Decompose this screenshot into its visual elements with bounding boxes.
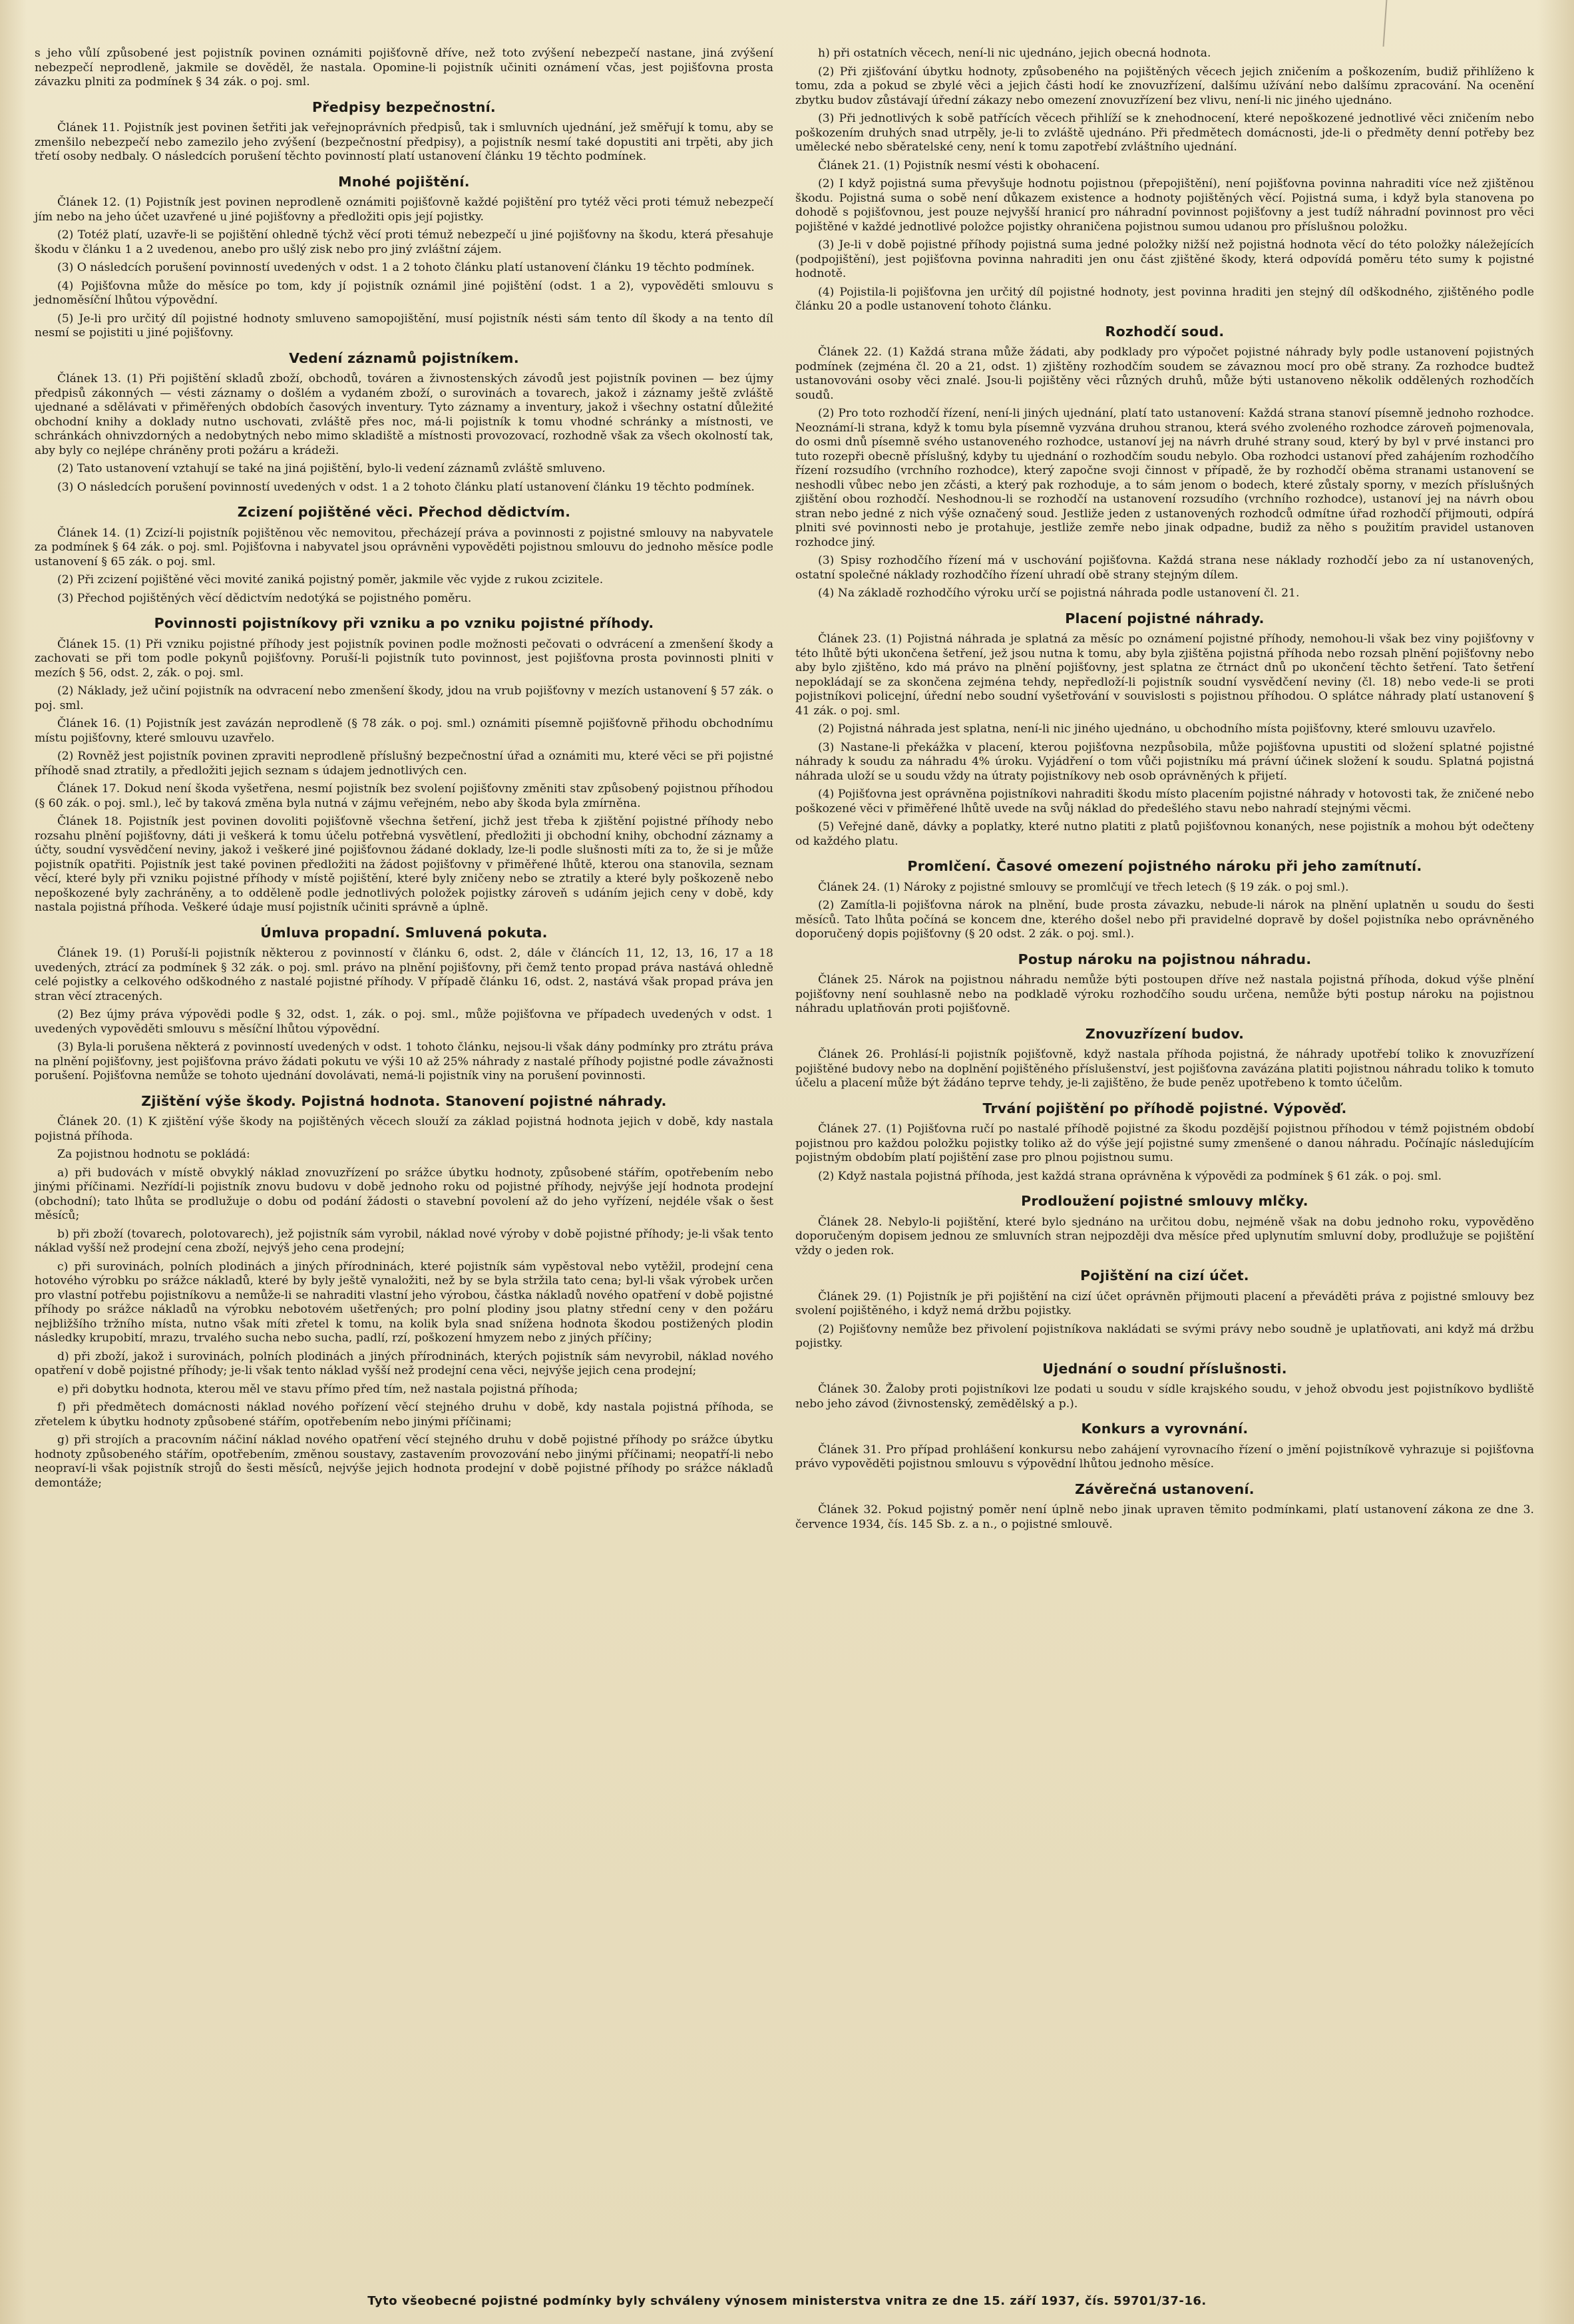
paragraph: (4) Na základě rozhodčího výroku určí se pojistná náhrada podle ustanovení čl. 21. xyxy=(818,586,1300,600)
paragraph: (2) Tato ustanovení vztahují se také na jiná pojištění, bylo-li vedení záznamů zvláště smluveno. xyxy=(57,462,606,475)
paragraph: Článek 28. Nebylo-li pojištění, které bylo sjednáno na určitou dobu, nejméně však na dobu jednoho roku, vypověděno doporučeným dopisem jednou ze smluvních stran nejpozději dva měsíce před uplynutím smluvní doby, prodlužuje se pojištění vždy o jeden rok. xyxy=(795,1215,1534,1258)
paragraph: (2) Bez újmy práva výpovědi podle § 32, odst. 1, zák. o poj. sml., může pojišťovna ve případech uvedených v odst. 1 uvedených vypověděti smlouvu s měsíční lhůtou výpovědní. xyxy=(35,1008,773,1036)
section-heading: Rozhodčí soud. xyxy=(1105,323,1225,340)
paper-edge-shadow-right xyxy=(1537,0,1574,2324)
paragraph: (2) Pojišťovny nemůže bez přivolení pojistníkova nakládati se svými právy nebo soudně je uplatňovati, ani když má držbu pojistky. xyxy=(795,1322,1534,1350)
paragraph: Článek 24. (1) Nároky z pojistné smlouvy se promlčují ve třech letech (§ 19 zák. o poj sml.). xyxy=(818,880,1349,894)
approval-footer: Tyto všeobecné pojistné podmínky byly schváleny výnosem ministerstva vnitra ze dne 15. září 1937, čís. 59701/37-16. xyxy=(367,2294,1207,2308)
section-heading: Pojištění na cizí účet. xyxy=(1080,1268,1249,1283)
paragraph: (2) Při zjišťování úbytku hodnoty, způsobeného na pojištěných věcech jejich zničením a poškozením, budiž přihlíženo k tomu, zda a pokud se zbylé věci a jejich části hodí ke znovuzřízení, dalšímu užívání nebo dalšímu zpracování. Na ocenění zbytku budov zůstávají úřední zákazy nebo omezení znovuzřízení bez vlivu, není-li nic jiného ujednáno. xyxy=(795,65,1534,107)
paragraph: (4) Pojistila-li pojišťovna jen určitý díl pojistné hodnoty, jest povinna hraditi jen stejný díl odškodného, zjištěného podle článku 20 a podle ustanovení tohoto článku. xyxy=(795,285,1534,313)
paragraph: Článek 11. Pojistník jest povinen šetřiti jak veřejnoprávních předpisů, tak i smluvních ujednání, jež směřují k tomu, aby se zmenšilo nebezpečí nebo zamezilo jeho zvýšení (bezpečnostní předpisy), a pojistník nesmí také dopustiti ani trpěti, aby jich třetí osoby nedbaly. O následcích porušení těchto povinností platí ustanovení článku 19 těchto podmínek. xyxy=(35,121,773,163)
section-heading: Prodloužení pojistné smlouvy mlčky. xyxy=(1021,1193,1308,1209)
paragraph: Článek 23. (1) Pojistná náhrada je splatná za měsíc po oznámení pojistné příhody, nemohou-li však bez viny pojišťovny v této lhůtě býti ukončena šetření, jež jsou nutna k tomu, aby byla zjištěna pojistná příhoda nebo rozsah plnění pojišťovny nebo aby bylo zjištěno, kdo má právo na plnění pojišťovny, jest splatna ze čtrnáct dnů po ukončení těchto šetření. Tato šetření nepokládají se za skončena zejména tehdy, nepředloží-li pojistník soudní vysvědčení neviny (čl. 18) nebo vede-li se proti pojistníkovi policejní, úřední nebo soudní vyšetřování v souvislosti s pojistnou příhodou. O splátce náhrady platí ustanovení § 41 zák. o poj. sml. xyxy=(795,632,1534,718)
paragraph: Článek 18. Pojistník jest povinen dovoliti pojišťovně všechna šetření, jichž jest třeba k zjištění pojistné příhody nebo rozsahu plnění pojišťovny, dáti ji veškerá k tomu účelu potřebná vysvětlení, předložiti ji obchodní knihy, obchodní záznamy a účty, soudní vysvědčení neviny, jakož i veškeré jiné pojišťovnou žádané doklady, lze-li podle slušnosti míti za to, že si je může pojistník opatřiti. Pojistník jest také povinen předložiti na žádost pojišťovny v přiměřené lhůtě, kterou ona stanovila, seznam věcí, které byly při vzniku pojistné příhody v místě pojištění, které byly zničeny nebo se ztratily a které byly poškozeně nebo nepoškozené byly zachráněny, a to odděleně podle jednotlivých položek pojistky zároveň s udáním jejich ceny v době, kdy nastala pojistná příhoda. Veškeré údaje musí pojistník učiniti správně a úplně. xyxy=(35,815,773,914)
section-heading: Předpisy bezpečnostní. xyxy=(311,99,496,115)
paragraph: e) při dobytku hodnota, kterou měl ve stavu přímo před tím, než nastala pojistná příhoda; xyxy=(57,1382,578,1396)
paragraph: d) při zboží, jakož i surovinách, polních plodinách a jiných přírodninách, kterých pojistník sám nevyrobil, náklad nového opatření v době pojistné příhody; je-li však tento náklad vyšší než prodejní cena věci, nejvýše jejich cena prodejní; xyxy=(35,1349,773,1377)
section-heading: Zjištění výše škody. Pojistná hodnota. Stanovení pojistné náhrady. xyxy=(141,1092,667,1109)
paragraph: Článek 12. (1) Pojistník jest povinen neprodleně oznámiti pojišťovně každé pojištění pro tytéž věci proti témuž nebezpečí jím nebo na jeho účet uzavřené u jiné pojišťovny a předložiti opis její pojistky. xyxy=(35,196,773,224)
section-heading: Úmluva propadní. Smluvená pokuta. xyxy=(260,924,548,941)
paragraph: Článek 30. Žaloby proti pojistníkovi lze podati u soudu v sídle krajského soudu, v jehož obvodu jest pojistníkovo bydliště nebo jeho závod (živnostenský, zemědělský a p.). xyxy=(795,1383,1534,1411)
paragraph: Článek 29. (1) Pojistník je při pojištění na cizí účet oprávněn přijmouti placení a převáděti práva z pojistné smlouvy bez svolení pojištěného, i když nemá držbu pojistky. xyxy=(795,1289,1534,1317)
paragraph: Článek 13. (1) Při pojištění skladů zboží, obchodů, továren a živnostenských závodů jest pojistník povinen — bez újmy předpisů zákonných — vésti záznamy o došlém a vydaném zboží, o surovinách a tovarech, jakož i záznamy ještě zvláště ujednané a sdělávati v přiměřených obdobích časových inventury. Tyto záznamy a inventury, jakož i všechny ostatní důležité obchodní knihy a doklady nutno uschovati, zvláště přes noc, má-li pojistník k tomu vhodné schránky a místnosti, ve schránkách ohnivzdorných a nedobytných nebo mimo skladiště a místnosti provozovací, rozhodně však za všech okolností tak, aby byly co nejlépe chráněny proti požáru a krádeži. xyxy=(35,372,773,457)
paragraph: Článek 32. Pokud pojistný poměr není úplně nebo jinak upraven těmito podmínkami, platí ustanovení zákona ze dne 3. července 1934, čís. 145 Sb. z. a n., o pojistné smlouvě. xyxy=(795,1503,1534,1531)
section-heading: Ujednání o soudní příslušnosti. xyxy=(1042,1360,1287,1377)
paper-crease-mark xyxy=(1383,0,1408,47)
paragraph: (5) Je-li pro určitý díl pojistné hodnoty smluveno samopojištění, musí pojistník nésti sám tento díl škody a na tento díl nesmí se pojistiti u jiné pojišťovny. xyxy=(35,312,773,340)
section-heading: Placení pojistné náhrady. xyxy=(1065,610,1265,626)
section-heading: Vedení záznamů pojistníkem. xyxy=(289,349,519,366)
section-heading: Zcizení pojištěné věci. Přechod dědictvím. xyxy=(237,504,571,520)
paragraph: (5) Veřejné daně, dávky a poplatky, které nutno platiti z platů pojišťovnou konaných, nese pojistník a mohou být odečteny od každého platu. xyxy=(795,820,1534,848)
paper-edge-shadow-left xyxy=(0,0,27,2324)
right-text-column xyxy=(795,47,1534,1536)
paragraph: a) při budovách v místě obvyklý náklad znovuzřízení po srážce úbytku hodnoty, způsobené stářím, opotřebením nebo jinými příčinami. Nezřídí-li pojistník znovu budovu v době jednoho roku od pojistné příhody, nejvýše její hodnota prodejní (obchodní); tato lhůta se prodlužuje o dobu od podání žádosti o stavební povolení až do jeho vyřízení, nejdéle však o šest měsíců; xyxy=(35,1166,773,1222)
paragraph: (2) Když nastala pojistná příhoda, jest každá strana oprávněna k výpovědi za podmínek § 61 zák. o poj. sml. xyxy=(818,1169,1442,1183)
section-heading: Konkurs a vyrovnání. xyxy=(1081,1421,1249,1437)
paragraph: (3) Nastane-li překážka v placení, kterou pojišťovna nezpůsobila, může pojišťovna upustiti od složení splatné pojistné náhrady k soudu za náhradu 4% úroku. Vyjádření o tom vůči pojistníku má právní účinek složení k soudu. Splatná pojistná náhrada uloží se u soudu vždy na útraty pojistníkovy neb osob oprávněných k přijetí. xyxy=(795,740,1534,783)
paragraph: (3) O následcích porušení povinností uvedených v odst. 1 a 2 tohoto článku platí ustanovení článku 19 těchto podmínek. xyxy=(57,261,755,274)
paragraph: b) při zboží (tovarech, polotovarech), jež pojistník sám vyrobil, náklad nové výroby v době pojistné příhody; je-li však tento náklad vyšší než prodejní cena zboží, nejvýš jeho cena prodejní; xyxy=(35,1227,773,1255)
paragraph: (2) Náklady, jež učiní pojistník na odvracení nebo zmenšení škody, jdou na vrub pojišťovny v mezích ustanovení § 57 zák. o poj. sml. xyxy=(35,684,773,712)
paragraph: Článek 19. (1) Poruší-li pojistník některou z povinností v článku 6, odst. 2, dále v článcích 11, 12, 13, 16, 17 a 18 uvedených, ztrácí za podmínek § 32 zák. o poj. sml. právo na plnění pojišťovny, při čemž tento propad práva nastává ohledně celé pojistky a celkového odškodného z nastalé pojistné příhody. V případě článku 16, odst. 2, nastává však propad práva jen stran věcí ztracených. xyxy=(35,947,773,1003)
paragraph: Článek 22. (1) Každá strana může žádati, aby podklady pro výpočet pojistné náhrady byly podle ustanovení pojistných podmínek (zejména čl. 20 a 21, odst. 1) zjištěny rozhodčím soudem se závaznou mocí pro obě strany. Za rozhodce budtež ustanovováni osoby věci znalé. Jsou-li pojištěny věci různých druhů, může býti ustanoveno několik oddělených rozhodčích soudů. xyxy=(795,346,1534,402)
section-heading: Trvání pojištění po příhodě pojistné. Výpověď. xyxy=(982,1100,1347,1116)
paragraph: (2) Pro toto rozhodčí řízení, není-li jiných ujednání, platí tato ustanovení: Každá strana stanoví písemně jednoho rozhodce. Neoznámí-li strana, když k tomu byla písemně vyzvána druhou stranou, která svého zvoleného rozhodce zároveň pojmenovala, do osmi dnů písemně svého ustanoveného rozhodce, ustanoví jej na návrh druhé strany soud, který by byl v prvé instanci pro tuto rozepři obecně příslušný, kdyby tu ujednání o rozhodčím soudu nebylo. Oba rozhodci ustanoví před zahájením rozhodčího řízení rozsudího (vrchního rozhodce), který započne svoji činnost v případě, že by rozhodčí oběma stranami ustanovení se neshodli vůbec nebo jen zčásti, a který pak rozhoduje, a to sám jenom o bodech, které zůstaly sporny, v mezích příslušných zjištění obou rozhodčí. Neshodnou-li se rozhodčí na ustanovení rozsudího (vrchního rozhodce), ustanoví jej na návrh obou stran nebo jedné z nich výše označený soud. Jestliže jeden z ustanovených rozhodců odmítne úřad rozhodčí přijmouti, odpírá plniti své povinnosti nebo je protahuje, jestliže zemře nebo jinak odpadne, budiž za něho s použitím pravidel ustanoven rozhodce jiný. xyxy=(795,407,1534,549)
paragraph: (3) O následcích porušení povinností uvedených v odst. 1 a 2 tohoto článku platí ustanovení článku 19 těchto podmínek. xyxy=(57,480,755,494)
paragraph: Článek 26. Prohlásí-li pojistník pojišťovně, když nastala příhoda pojistná, že náhrady upotřebí toliko k znovuzřízení pojištěné budovy nebo na doplnění pojištěného příslušenství, jest pojišťovna zavázána platiti pojistnou náhradu toliko k tomuto účelu a placení může být žádáno teprve tehdy, je-li zajištěno, že bude peněz upotřebeno k tomto účelům. xyxy=(795,1048,1534,1090)
paragraph: (2) Pojistná náhrada jest splatna, není-li nic jiného ujednáno, u obchodního místa pojišťovny, které smlouvu uzavřelo. xyxy=(818,722,1496,736)
paragraph: (3) Při jednotlivých k sobě patřících věcech přihlíží se k znehodnocení, které nepoškozené jednotlivé věci zničením nebo poškozením druhých snad utrpěly, je-li to zvláště ujednáno. Při předmětech domácnosti, jde-li o předměty denní potřeby bez umělecké nebo sběratelské ceny, není k tomu zapotřebí zvláštního ujednání. xyxy=(795,112,1534,154)
paragraph: f) při předmětech domácnosti náklad nového pořízení věcí stejného druhu v době, kdy nastala pojistná příhoda, se zřetelem k úbytku hodnoty způsobené stářím, opotřebením nebo jinými příčinami; xyxy=(35,1401,773,1429)
section-heading: Postup nároku na pojistnou náhradu. xyxy=(1018,951,1312,967)
paragraph: (3) Byla-li porušena některá z povinností uvedených v odst. 1 tohoto článku, nejsou-li však dány podmínky pro ztrátu práva na plnění pojišťovny, jest pojišťovna právo žádati pokutu ve výši 10 až 25% náhrady z nastalé příhody pojistné podle závažnosti porušení. Pojišťovna nemůže se tohoto ujednání dovolávati, nemá-li pojistník viny na porušení povinnosti. xyxy=(35,1041,773,1082)
left-text-column xyxy=(35,47,773,1495)
section-heading: Znovuzřízení budov. xyxy=(1085,1025,1245,1042)
paragraph: s jeho vůlí způsobené jest pojistník povinen oznámiti pojišťovně dříve, než toto zvýšení nebezpečí nastane, jiná zvýšení nebezpečí neprodleně, jakmile se dověděl, že nastala. Opomine-li pojistník učiniti oznámení včas, jest pojišťovna prosta závazku plniti za podmínek § 34 zák. o poj. sml. xyxy=(35,47,773,89)
paragraph: (2) Totéž platí, uzavře-li se pojištění ohledně týchž věcí proti témuž nebezpečí u jiné pojišťovny na škodu, která přesahuje škodu v článku 1 a 2 uvedenou, anebo pro ušlý zisk nebo pro jiný zvláštní zájem. xyxy=(35,228,773,256)
paragraph: Článek 15. (1) Při vzniku pojistné příhody jest pojistník povinen podle možnosti pečovati o odvrácení a zmenšení škody a zachovati se při tom podle pokynů pojišťovny. Poruší-li pojistník tuto povinnost, jest pojišťovna prosta povinnosti plniti v mezích § 56, odst. 2, zák. o poj. sml. xyxy=(35,637,773,680)
paragraph: (2) I když pojistná suma převyšuje hodnotu pojistnou (přepojištění), není pojišťovna povinna nahraditi více než zjištěnou škodu. Pojistná suma o sobě není důkazem existence a hodnoty pojištěných věcí. Pojistná suma, i když byla stanovena po dohodě s pojišťovnou, jest pouze nejvyšší hranicí pro náhradní povinnost pojišťovny a jest tudíž náhradní povinnost pro věci pojištěné v každé jednotlivé položce pojistky ohraničena pojistnou sumou udanou pro příslušnou položku. xyxy=(795,177,1534,234)
section-heading: Povinnosti pojistníkovy při vzniku a po vzniku pojistné příhody. xyxy=(154,615,654,631)
paragraph: (2) Rovněž jest pojistník povinen zpraviti neprodleně příslušný bezpečnostní úřad a oznámiti mu, které věci se při pojistné příhodě snad ztratily, a předložiti jejich seznam s údajem jednotlivých cen. xyxy=(35,750,773,778)
paragraph: (4) Pojišťovna může do měsíce po tom, kdy jí pojistník oznámil jiné pojištění (odst. 1 a 2), vypověděti smlouvu s jednoměsíční lhůtou výpovědní. xyxy=(35,279,773,307)
paragraph: (2) Při zcizení pojištěné věci movité zaniká pojistný poměr, jakmile věc vyjde z rukou zcizitele. xyxy=(57,573,604,586)
paragraph: (3) Přechod pojištěných věcí dědictvím nedotýká se pojistného poměru. xyxy=(57,591,472,605)
paragraph: Článek 20. (1) K zjištění výše škody na pojištěných věcech slouží za základ pojistná hodnota jejich v době, kdy nastala pojistná příhoda. xyxy=(35,1115,773,1143)
paragraph: (3) Spisy rozhodčího řízení má v uschování pojišťovna. Každá strana nese náklady rozhodčí jebo za ní ustanovených, ostatní společné náklady rozhodčího řízení uhradí obě strany stejným dílem. xyxy=(795,554,1534,582)
paragraph: Článek 27. (1) Pojišťovna ručí po nastalé příhodě pojistné za škodu pozdější pojistnou příhodou v témž pojistném období pojistnou pro každou položku pojistky toliko až do výše její pojistné sumy zmenšené o danou náhradu. Počínajíc následujícím pojistným obdobím platí pojištění zase pro plnou pojistnou sumu. xyxy=(795,1122,1534,1164)
paragraph: (2) Zamítla-li pojišťovna nárok na plnění, bude prosta závazku, nebude-li nárok na plnění uplatněn u soudu do šesti měsíců. Tato lhůta počíná se koncem dne, kterého došel nebo při pravidelné dopravě by došel pojistníka nebo oprávněného doporučený dopis pojišťovny (§ 20 odst. 2 zák. o poj. sml.). xyxy=(795,899,1534,941)
paragraph: Článek 14. (1) Zcizí-li pojistník pojištěnou věc nemovitou, přecházejí práva a povinnosti z pojistné smlouvy na nabyvatele za podmínek § 64 zák. o poj. sml. Pojišťovna i nabyvatel jsou oprávněni vypověděti pojistnou smlouvu do jednoho měsíce podle ustanovení § 65 zák. o poj. sml. xyxy=(35,526,773,569)
section-heading: Mnohé pojištění. xyxy=(338,173,470,190)
paragraph: h) při ostatních věcech, není-li nic ujednáno, jejich obecná hodnota. xyxy=(818,47,1211,60)
section-heading: Promlčení. Časové omezení pojistného nároku při jeho zamítnutí. xyxy=(907,858,1422,874)
paragraph: g) při strojích a pracovním náčiní náklad nového opatření věcí stejného druhu v době pojistné příhody po srážce úbytku hodnoty způsobeného stářím, opotřebením, změnou soustavy, zastavením provozování nebo jinými příčinami; neopatří-li nebo neopraví-li však pojistník strojů do šesti měsíců, nejvýše jejich hodnota prodejní v době pojistné příhody po srážce nákladů demontáže; xyxy=(35,1433,773,1490)
paragraph: Článek 16. (1) Pojistník jest zavázán neprodleně (§ 78 zák. o poj. sml.) oznámiti písemně pojišťovně přihodu obchodnímu místu pojišťovny, které smlouvu uzavřelo. xyxy=(35,717,773,745)
paragraph: Článek 25. Nárok na pojistnou náhradu nemůže býti postoupen dříve než nastala pojistná příhoda, dokud výše plnění pojišťovny není souhlasně nebo na podkladě výroku rozhodčího soudu určena, nemůže býti postup nároku na pojistnou náhradu uplatňován proti pojišťovně. xyxy=(795,973,1534,1015)
paragraph: c) při surovinách, polních plodinách a jiných přírodninách, které pojistník sám vypěstoval nebo vytěžil, prodejní cena hotového výrobku po srážce nákladů, které by byly ještě vynaložiti, než by se byla stržila tato cena; byl-li však výrobek určen pro vlastní potřebu pojistníkovu a nemůže-li se nahraditi vlastní jeho výrobou, částka nákladů nového opatření v době pojistné příhody po srážce nákladů na výrobku nebotovém ušetřených; pro polní plodiny jsou platny střední ceny v den požáru nejbližšího tržního místa, nutno však míti zřetel k tomu, na kolik byla snad snížena hodnota škodou postižených plodin následky krupobití, mrazu, trvalého sucha nebo sucha, padlí, rzí, poškození hmyzem nebo z jiných příčiny; xyxy=(35,1260,773,1345)
section-heading: Závěrečná ustanovení. xyxy=(1075,1481,1255,1497)
paragraph: Článek 17. Dokud není škoda vyšetřena, nesmí pojistník bez svolení pojišťovny změniti stav způsobený pojistnou příhodou (§ 60 zák. o poj. sml.), leč by taková změna byla nutná v zájmu veřejném, nebo aby škoda byla zmírněna. xyxy=(35,782,773,810)
paragraph: (4) Pojišťovna jest oprávněna pojistníkovi nahraditi škodu místo placením pojistné náhrady v hotovosti tak, že zničené nebo poškozené věci v přiměřené lhůtě uvede na svůj náklad do předešlého stavu nebo nahradí stejnými věcmi. xyxy=(795,788,1534,815)
paragraph: Za pojistnou hodnotu se pokládá: xyxy=(57,1148,250,1161)
paragraph: Článek 31. Pro případ prohlášení konkursu nebo zahájení vyrovnacího řízení o jmění pojistníkově vyhrazuje si pojišťovna právo vypověděti pojistnou smlouvu s výpovědní lhůtou jednoho měsíce. xyxy=(795,1443,1534,1471)
paragraph: (3) Je-li v době pojistné příhody pojistná suma jedné položky nižší než pojistná hodnota věcí do této položky náležejících (podpojištění), jest pojišťovna povinna nahraditi jen onu část zjištěné škody, která odpovídá poměru této sumy k pojistné hodnotě. xyxy=(795,238,1534,280)
paragraph: Článek 21. (1) Pojistník nesmí vésti k obohacení. xyxy=(818,158,1100,172)
